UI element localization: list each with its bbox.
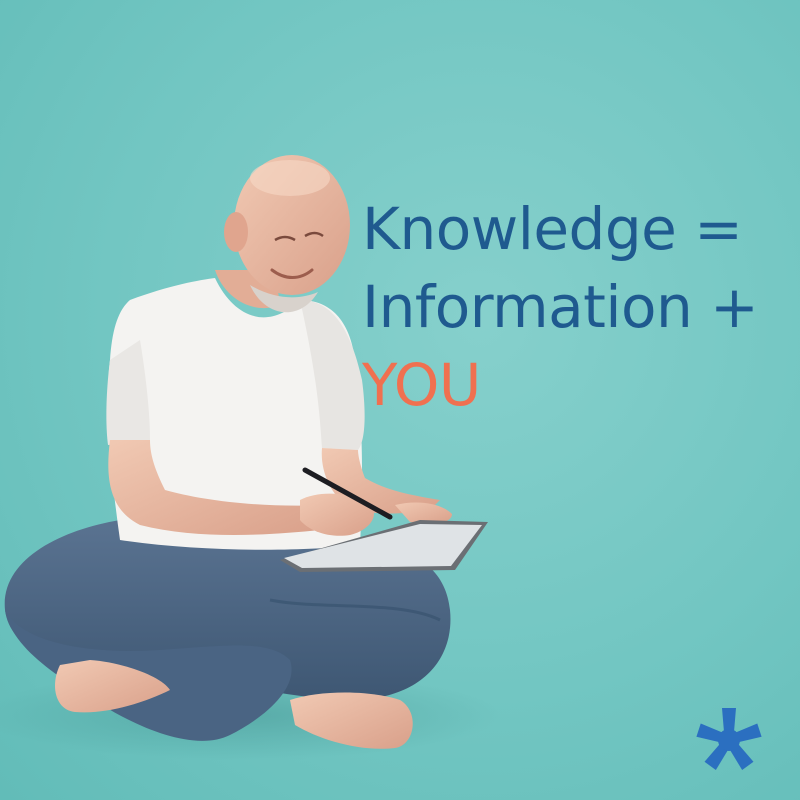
headline-line-you: YOU xyxy=(362,351,481,419)
headline xyxy=(362,190,758,424)
headline-line-information: Information + xyxy=(362,273,759,341)
asterisk-logo-icon xyxy=(694,704,764,774)
headline-line-knowledge: Knowledge = xyxy=(362,195,743,263)
